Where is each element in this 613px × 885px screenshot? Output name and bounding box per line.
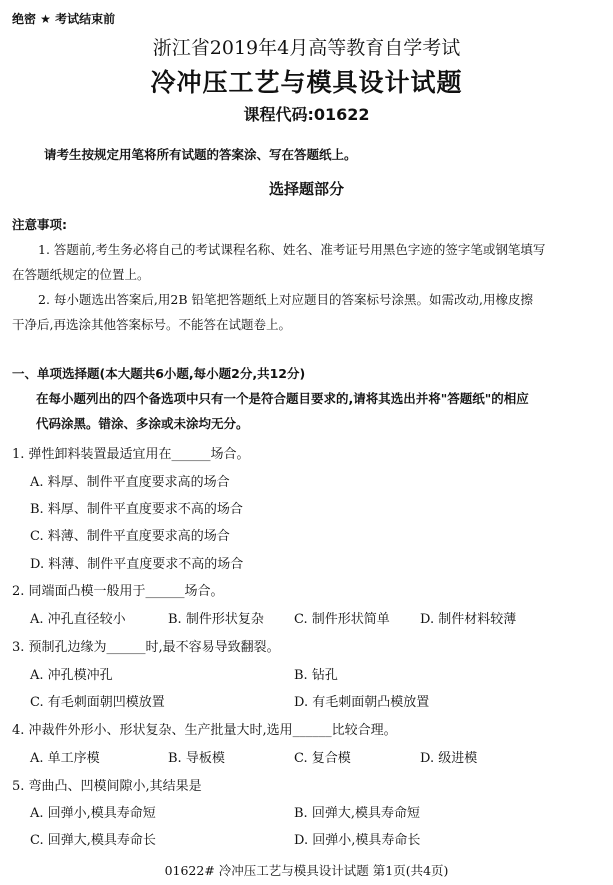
instruction-2-line-2: 干净后,再选涂其他答案标号。不能答在试题卷上。	[12, 317, 291, 332]
page-title: 冷冲压工艺与模具设计试题	[150, 68, 463, 97]
question-1-option-a: A. 料厚、制件平直度要求高的场合	[30, 475, 230, 490]
question-5-stem: 5. 弯曲凸、凹模间隙小,其结果是	[12, 779, 202, 794]
question-2-option-a: A. 冲孔直径较小	[30, 612, 126, 627]
question-1-stem: 1. 弹性卸料装置最适宜用在______场合。	[12, 447, 250, 462]
question-2-option-d: D. 制件材料较薄	[420, 612, 517, 627]
part1-desc-line-2: 代码涂黑。错涂、多涂或未涂均无分。	[36, 416, 249, 431]
question-2-option-c: C. 制件形状简单	[294, 612, 390, 627]
instruction-1-line-2: 在答题纸规定的位置上。	[12, 267, 150, 282]
question-3-option-a: A. 冲孔模冲孔	[30, 668, 113, 683]
question-4-option-b: B. 导板模	[168, 751, 225, 766]
question-4-option-a: A. 单工序模	[30, 751, 100, 766]
question-3-option-b: B. 钻孔	[294, 668, 338, 683]
question-5-option-b: B. 回弹大,模具寿命短	[294, 806, 420, 821]
question-1-option-c: C. 料薄、制件平直度要求高的场合	[30, 529, 230, 544]
question-3-option-c: C. 有毛刺面朝凹模放置	[30, 695, 165, 710]
question-3-option-d: D. 有毛刺面朝凸模放置	[294, 695, 430, 710]
instructions-heading: 注意事项:	[12, 217, 67, 232]
page-footer: 01622# 冷冲压工艺与模具设计试题 第1页(共4页)	[164, 863, 449, 878]
question-4-option-c: C. 复合模	[294, 751, 351, 766]
part1-desc-line-1: 在每小题列出的四个备选项中只有一个是符合题目要求的,请将其选出并将"答题纸"的相应	[36, 391, 529, 406]
question-3-stem: 3. 预制孔边缘为______时,最不容易导致翻裂。	[12, 640, 280, 655]
section-title: 选择题部分	[268, 180, 344, 198]
confidential-label: 绝密 ★ 考试结束前	[12, 12, 116, 26]
question-5-option-a: A. 回弹小,模具寿命短	[30, 806, 156, 821]
question-4-stem: 4. 冲裁件外形小、形状复杂、生产批量大时,选用______比较合理。	[12, 723, 397, 738]
question-1-option-d: D. 料薄、制件平直度要求不高的场合	[30, 557, 244, 572]
question-5-option-c: C. 回弹大,模具寿命长	[30, 833, 156, 848]
instruction-2-line-1: 2. 每小题选出答案后,用2B 铅笔把答题纸上对应题目的答案标号涂黑。如需改动,用橡皮擦	[38, 292, 533, 307]
question-5-option-d: D. 回弹小,模具寿命长	[294, 833, 421, 848]
course-code: 课程代码:01622	[243, 105, 370, 124]
exam-line: 浙江省2019年4月高等教育自学考试	[152, 37, 461, 59]
question-4-option-d: D. 级进模	[420, 751, 478, 766]
question-2-option-b: B. 制件形状复杂	[168, 612, 264, 627]
part1-heading: 一、单项选择题(本大题共6小题,每小题2分,共12分)	[12, 366, 306, 381]
instruction-1-line-1: 1. 答题前,考生务必将自己的考试课程名称、姓名、准考证号用黑色字迹的签字笔或钢笔填写	[38, 242, 546, 257]
answer-notice: 请考生按规定用笔将所有试题的答案涂、写在答题纸上。	[44, 147, 357, 162]
question-2-stem: 2. 同端面凸模一般用于______场合。	[12, 584, 224, 599]
question-1-option-b: B. 料厚、制件平直度要求不高的场合	[30, 502, 243, 517]
